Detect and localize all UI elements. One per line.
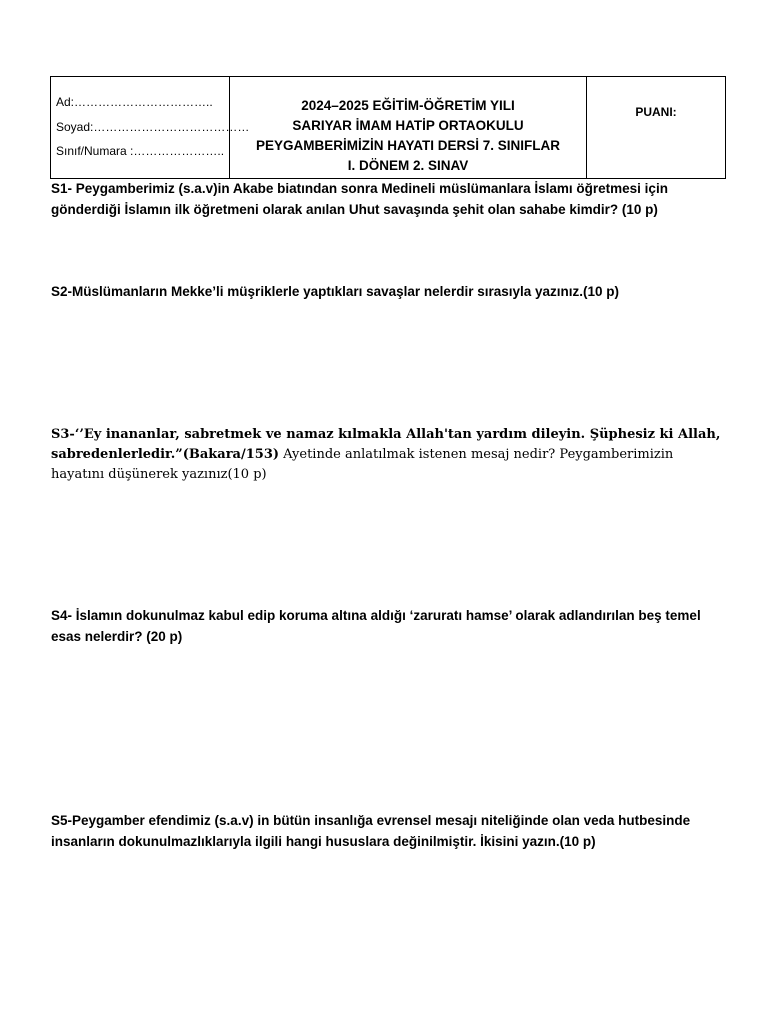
score-label: PUANI: (635, 105, 677, 119)
student-info-cell (51, 77, 250, 178)
title-line-year: 2024–2025 EĞİTİM-ÖĞRETİM YILI (301, 98, 515, 113)
title-line-course: PEYGAMBERİMİZİN HAYATI DERSİ 7. SINIFLAR (255, 138, 561, 153)
question-5: S5-Peygamber efendimiz (s.a.v) in bütün insanlığa evrensel mesajı niteliğinde olan veda hutbesinde insanların dokunulmazlıklarıyla ilgili hangi hususlara değinilmiştir. İkisini yazın.(10 p) (51, 813, 691, 849)
question-3-verse: S3-‘’Ey inananlar, sabretmek ve namaz kılmakla Allah'tan yardım dileyin. Şüphesiz ki Allah, sabredenlerledir.”(Bakara/153) (51, 427, 721, 462)
question-2: S2-Müslümanların Mekke’li müşriklerle yaptıkları savaşlar nelerdir sırasıyla yazınız.(10 p) (51, 284, 620, 299)
question-3-prompt: Ayetinde anlatılmak istenen mesaj nedir? Peygamberimizin hayatını düşünerek yazınız(10 p) (51, 447, 674, 482)
class-number-field: Sınıf/Numara :………………….. (56, 144, 225, 158)
exam-header-table (50, 76, 726, 179)
question-4: S4- İslamın dokunulmaz kabul edip koruma altına aldığı ‘zaruratı hamse’ olarak adlandırılan beş temel esas nelerdir? (20 p) (51, 608, 701, 644)
title-line-term: I. DÖNEM 2. SINAV (347, 158, 469, 173)
name-field: Ad:…………………………….. (56, 95, 213, 109)
score-cell (587, 77, 725, 178)
question-3 (51, 425, 721, 485)
title-line-school: SARIYAR İMAM HATİP ORTAOKULU (292, 118, 524, 133)
surname-field: Soyad:………………………………… (56, 120, 250, 134)
exam-title-cell (230, 77, 587, 178)
question-1: S1- Peygamberimiz (s.a.v)in Akabe biatından sonra Medineli müslümanlara İslamı öğretmesi için gönderdiği İslamın ilk öğretmeni olarak anılan Uhut savaşında şehit olan sahabe kimdir? (10 p) (51, 181, 668, 217)
